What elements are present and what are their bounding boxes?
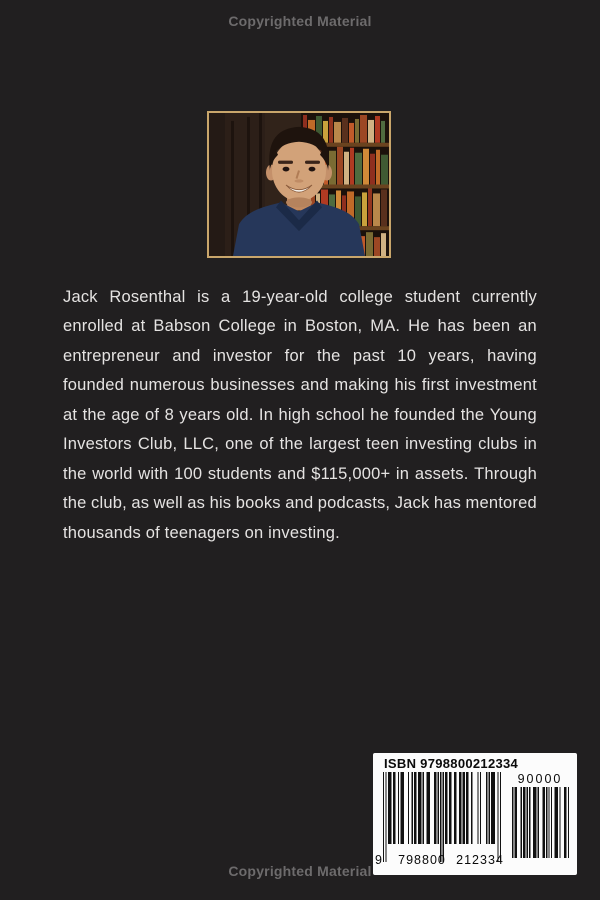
book-spine (360, 115, 367, 143)
ean13-digit-right-group: 212334 (456, 853, 504, 867)
isbn-barcode-panel (373, 753, 577, 875)
ean13-digit-first: 9 (375, 853, 383, 867)
book-spine (368, 188, 372, 226)
book-spine (374, 237, 380, 256)
bio-line: Investors Club, LLC, one of the largest teen investing clubs in (63, 435, 537, 454)
book-spine (381, 189, 387, 226)
bio-line: founded numerous businesses and making his first investment (63, 376, 537, 395)
eyebrow-right (305, 161, 320, 164)
book-spine (381, 233, 386, 256)
book-spine (355, 119, 359, 143)
book-spine (355, 153, 362, 185)
nose-shadow (295, 179, 304, 182)
ean5-addon-barcode (511, 787, 569, 858)
barcode-addon-label: 90000 (517, 772, 563, 786)
book-spine (329, 117, 333, 143)
eye-right (309, 167, 316, 172)
bio-line: enrolled at Babson College in Boston, MA. He has been an (63, 317, 537, 336)
author-photo-illustration (209, 113, 389, 256)
door-line (231, 121, 234, 256)
eyebrow-left (278, 161, 293, 164)
book-spine (344, 152, 349, 185)
book-spine (370, 154, 375, 185)
book-spine (350, 148, 354, 185)
book-spine (375, 116, 380, 143)
ean13-digit-left-group: 798800 (398, 853, 446, 867)
isbn-label: ISBN 9798800212334 (384, 756, 519, 771)
bio-line: the world with 100 students and $115,000+ in assets. Through (63, 464, 537, 483)
bio-line: the club, as well as his books and podcasts, Jack has mentored (63, 494, 537, 513)
book-spine (368, 120, 374, 143)
book-spine (362, 192, 367, 226)
copyright-notice-top: Copyrighted Material (228, 13, 372, 29)
copyright-notice-bottom: Copyrighted Material (228, 863, 372, 879)
bio-text (63, 283, 537, 548)
book-spine (334, 122, 341, 143)
book-spine (373, 193, 380, 226)
book-spine (366, 232, 373, 256)
book-spine (337, 147, 343, 185)
book-spine (363, 149, 369, 185)
bio-line: thousands of teenagers on investing. (63, 523, 340, 542)
book-spine (342, 118, 348, 143)
eye-left (283, 167, 290, 172)
author-photo (207, 111, 391, 258)
ean13-barcode (383, 772, 501, 862)
bio-line: Jack Rosenthal is a 19-year-old college student currently (63, 288, 537, 306)
chin-shadow (286, 197, 312, 207)
bio-line: entrepreneur and investor for the past 10 years, having (63, 346, 537, 365)
book-spine (381, 155, 388, 185)
book-spine (376, 150, 380, 185)
book-spine (349, 123, 354, 143)
book-spine (381, 121, 385, 143)
bio-line: at the age of 8 years old. In high school he founded the Young (63, 405, 537, 424)
